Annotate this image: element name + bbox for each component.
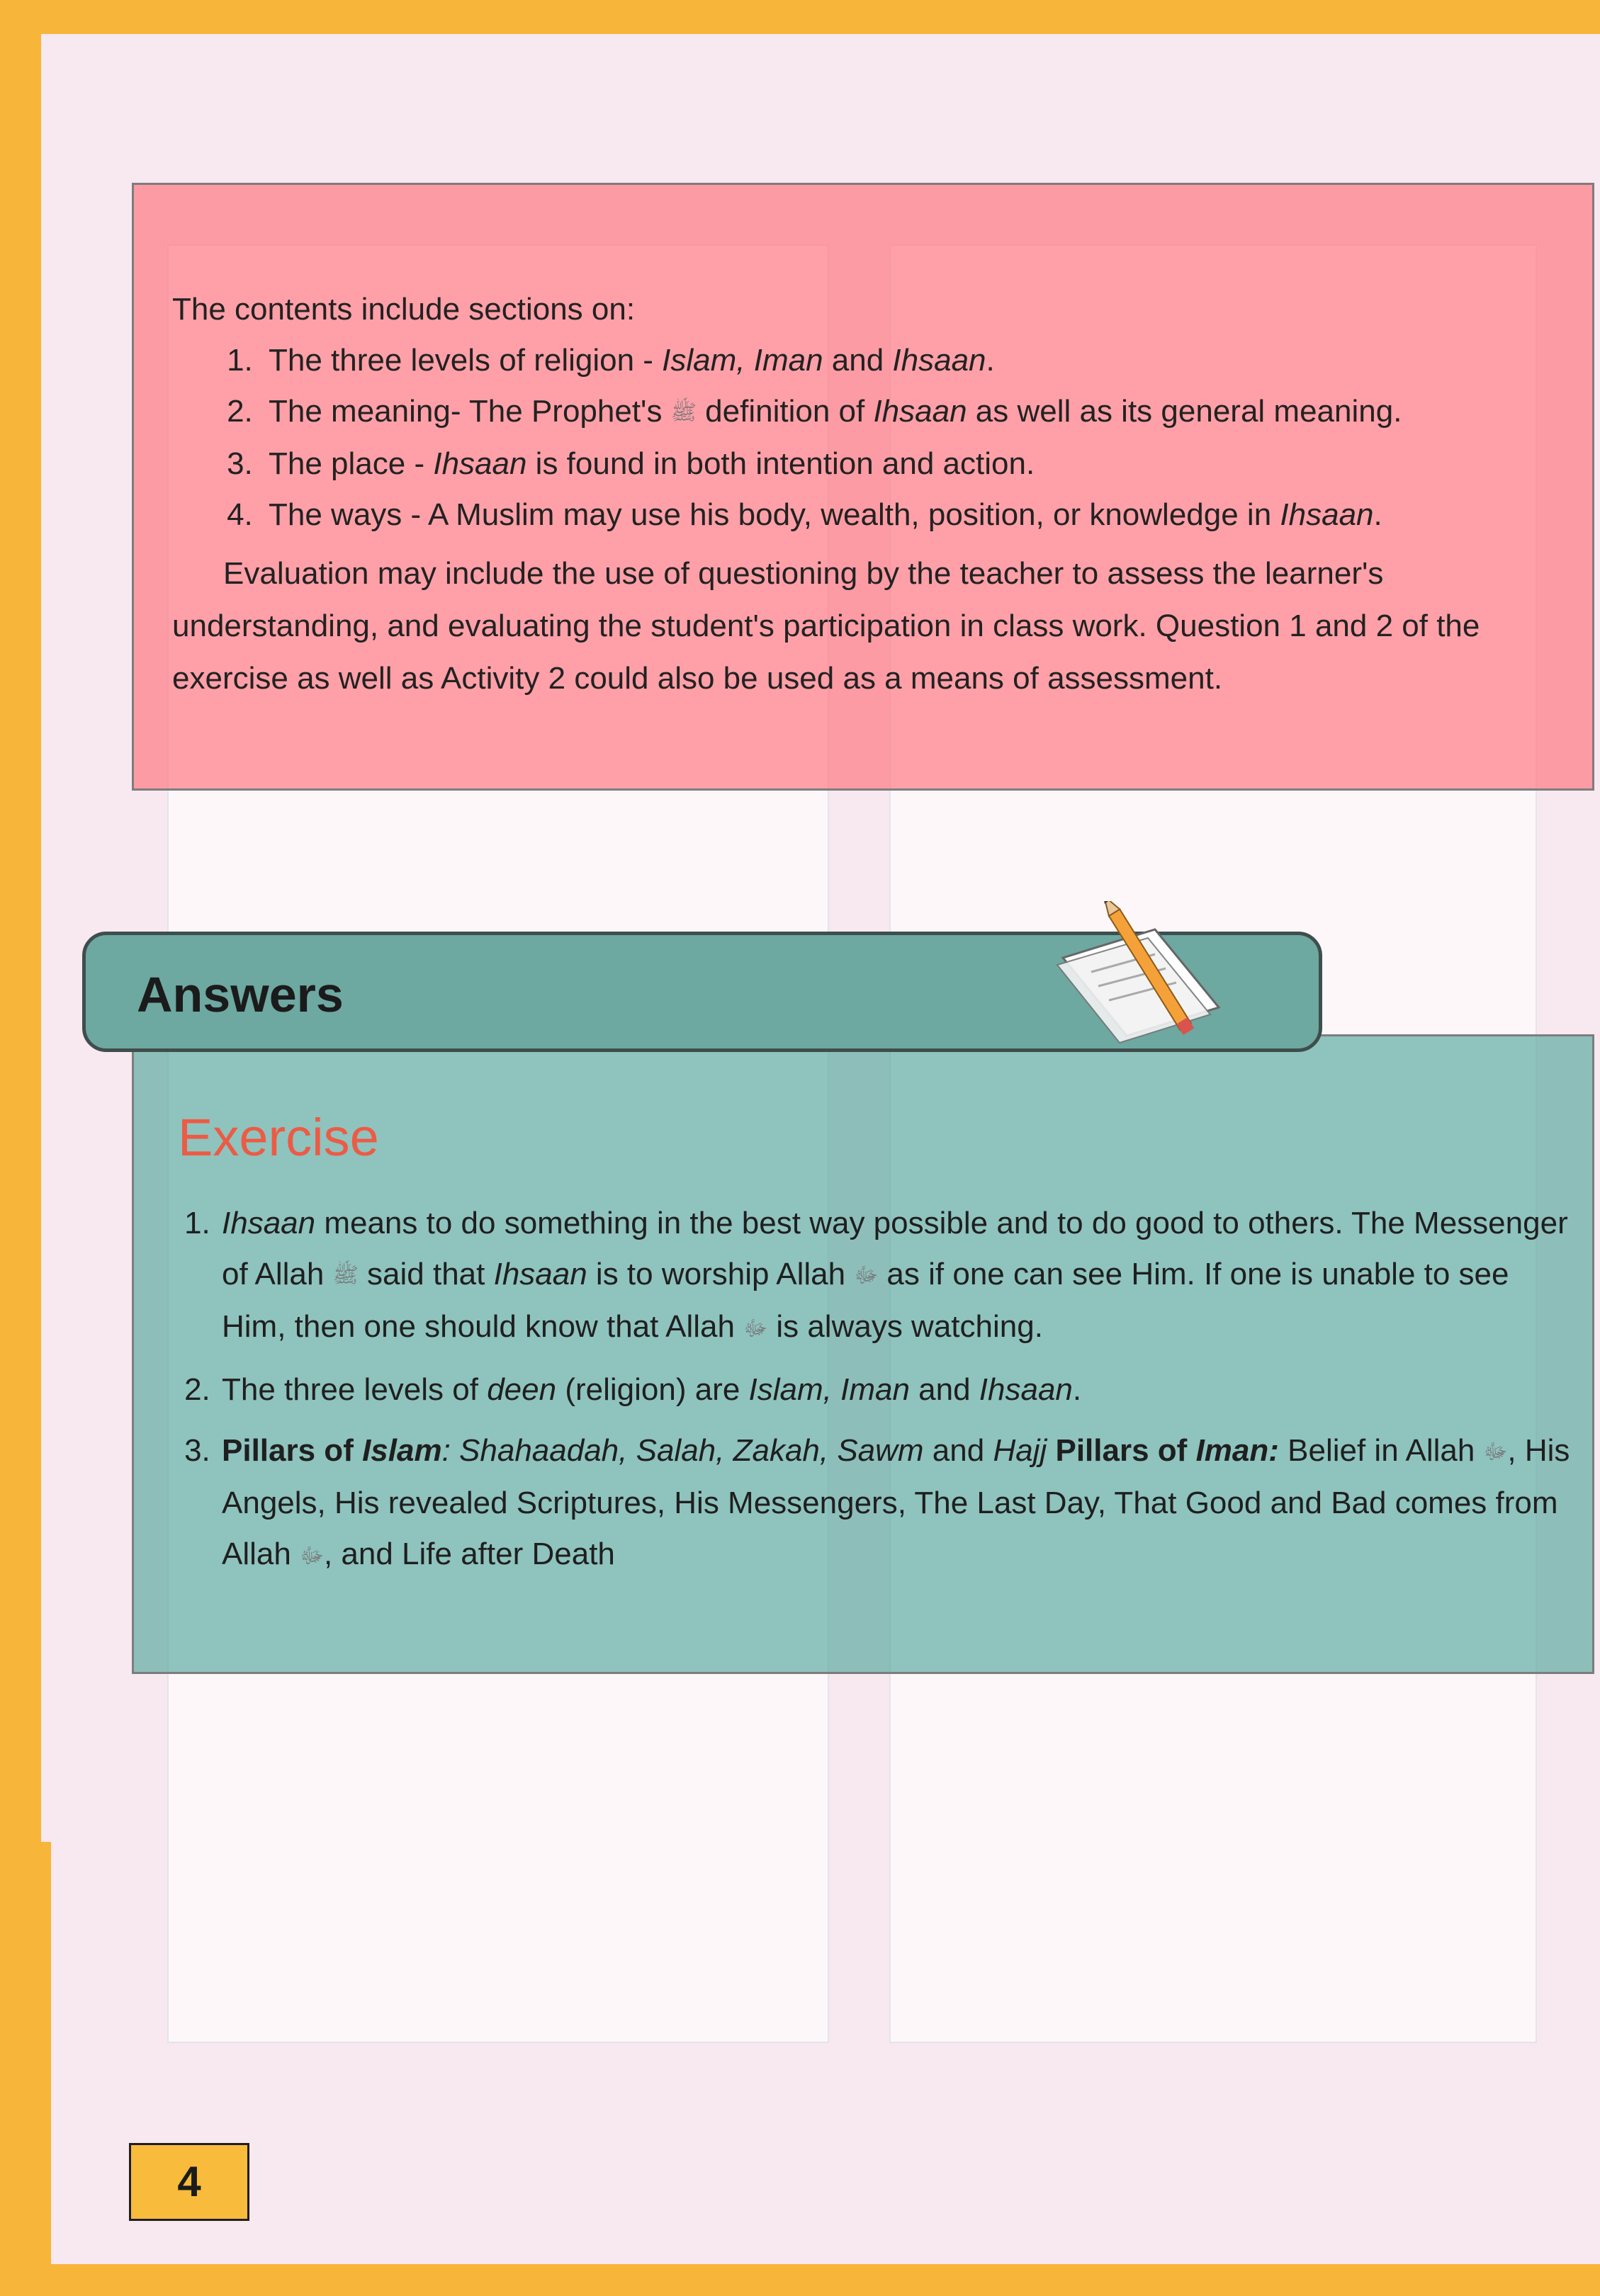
contents-text [172, 284, 1582, 705]
answer-item: 1. Ihsaan means to do something in the best way possible and to do good to others. The Messenger of Allah ﷺ said that Ihsaan is to worship Allah ﷻ as if one can see Him. If one is unable to see Him, then one should know that Allah ﷻ is always watching. [219, 1198, 1572, 1355]
answers-text [176, 1198, 1572, 1592]
honorific-icon: ﷺ [670, 401, 697, 425]
answers-heading: Answers [137, 967, 344, 1022]
contents-item: 2. The meaning- The Prophet's ﷺ definition of Ihsaan as well as its general meaning. [261, 386, 1582, 439]
contents-intro: The contents include sections on: [172, 292, 636, 327]
exercise-heading: Exercise [178, 1108, 379, 1167]
contents-item: 3. The place - Ihsaan is found in both intention and action. [261, 439, 1582, 490]
contents-item: 1. The three levels of religion - Islam, Iman and Ihsaan. [261, 335, 1582, 386]
honorific-icon: ﷻ [1483, 1440, 1508, 1464]
contents-panel [132, 183, 1594, 791]
honorific-icon: ﷻ [743, 1316, 768, 1340]
evaluation-paragraph: Evaluation may include the use of questioning by the teacher to assess the learner's understanding, and evaluating the student's participation in class work. Question 1 and 2 of the exercise as well as Activity 2 could also be used as a means of assessment. [172, 556, 1480, 696]
honorific-icon: ﷻ [854, 1264, 879, 1288]
answer-item: 2. The three levels of deen (religion) are Islam, Iman and Ihsaan. [219, 1364, 1572, 1415]
answers-panel [132, 1034, 1594, 1674]
honorific-icon: ﷻ [300, 1544, 324, 1568]
contents-list [172, 335, 1582, 541]
honorific-icon: ﷺ [332, 1264, 359, 1288]
answer-item: 3. Pillars of Islam: Shahaadah, Salah, Zakah, Sawm and Hajj Pillars of Iman: Belief in Allah ﷻ, His Angels, His revealed Scriptures, His Messengers, The Last Day, That Good and Bad comes from Allah ﷻ, and Life after Death [219, 1425, 1572, 1582]
page-number: 4 [129, 2143, 249, 2221]
left-accent-bar [0, 1842, 51, 2296]
paper-and-pencil-icon [1049, 901, 1233, 1071]
contents-item: 4. The ways - A Muslim may use his body, wealth, position, or knowledge in Ihsaan. [261, 490, 1582, 541]
answers-list [176, 1198, 1572, 1582]
